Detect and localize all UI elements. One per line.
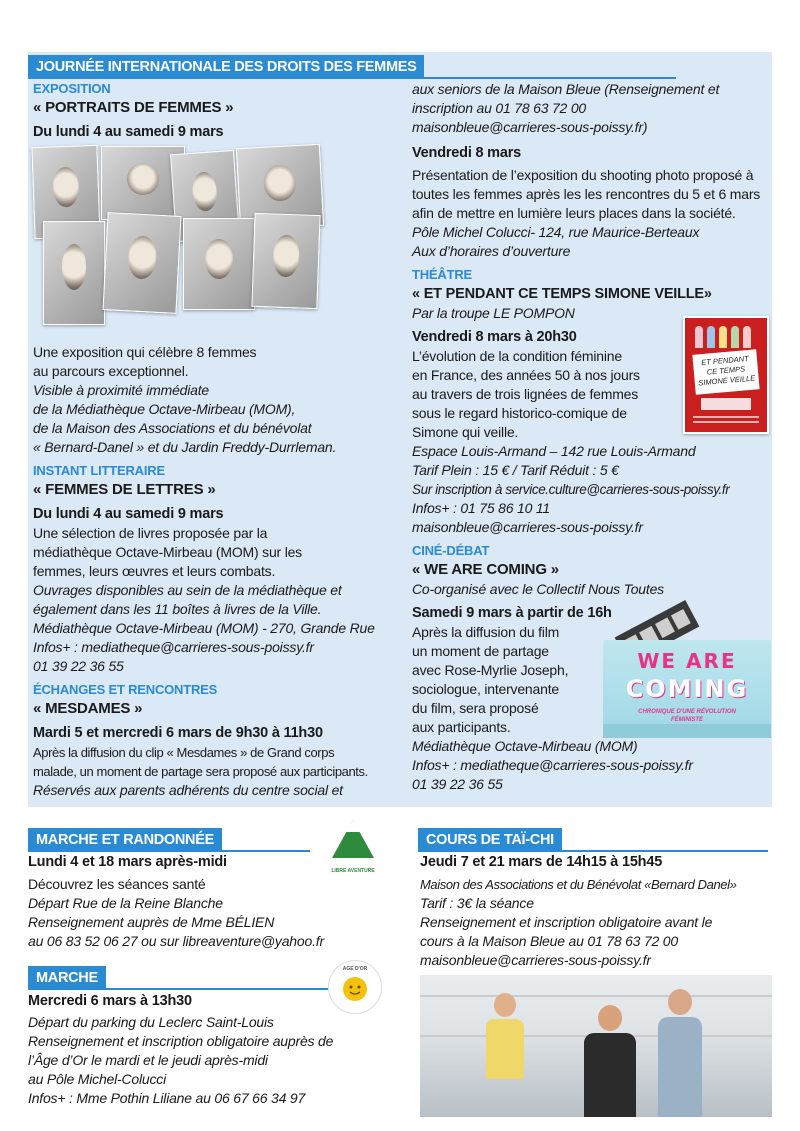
theatre-desc-line: au travers de trois lignées de femmes xyxy=(412,386,639,402)
rando-info-line: Renseignement auprès de Mme BÉLIEN xyxy=(28,914,275,930)
theatre-desc-line: sous le regard historico-comique de xyxy=(412,405,627,421)
header-underline xyxy=(28,77,676,79)
taichi-header: COURS DE TAÏ-CHI xyxy=(418,828,562,852)
cine-info-line: Médiathèque Octave-Mirbeau (MOM) xyxy=(412,738,638,754)
instant-info-line: Médiathèque Octave-Mirbeau (MOM) - 270, Grande Rue xyxy=(33,620,375,636)
poster-line xyxy=(693,416,759,418)
marche-header: MARCHE xyxy=(28,966,106,990)
poster-figures xyxy=(693,326,759,348)
category-echanges: ÉCHANGES ET RENCONTRES xyxy=(33,682,218,697)
poster-title-card xyxy=(692,349,759,394)
taichi-info-line: cours à la Maison Bleue au 01 78 63 72 00 xyxy=(420,933,678,949)
sun-icon xyxy=(341,975,369,1003)
category-theatre: THÉÂTRE xyxy=(412,267,472,282)
cine-desc-line: Après la diffusion du film xyxy=(412,624,560,640)
poster-ground xyxy=(603,724,771,738)
logo-text: AGE D'OR xyxy=(342,966,368,972)
echanges-info-line: Réservés aux parents adhérents du centre social et xyxy=(33,782,343,798)
rando-info-line: Départ Rue de la Reine Blanche xyxy=(28,895,223,911)
instant-info-line: également dans les 11 boîtes à livres de la Ville. xyxy=(33,601,322,617)
expo-info-line: de la Médiathèque Octave-Mirbeau (MOM), xyxy=(33,401,296,417)
echanges-title: « MESDAMES » xyxy=(33,700,143,717)
instant-date: Du lundi 4 au samedi 9 mars xyxy=(33,506,224,522)
expo-date: Du lundi 4 au samedi 9 mars xyxy=(33,124,224,140)
age-dor-logo xyxy=(328,960,382,1014)
portrait-photo xyxy=(251,213,320,309)
expo-info-line: « Bernard-Danel » et du Jardin Freddy-Durrleman. xyxy=(33,439,337,455)
theatre-desc-line: L’évolution de la condition féminine xyxy=(412,348,622,364)
portrait-photo xyxy=(43,221,105,325)
instant-info-line: Ouvrages disponibles au sein de la médiathèque et xyxy=(33,582,342,598)
cine-desc-line: un moment de partage xyxy=(412,643,549,659)
marche-section xyxy=(28,991,388,1108)
taichi-section xyxy=(420,852,780,970)
poster-line xyxy=(693,421,759,423)
theatre-info-line: maisonbleue@carrieres-sous-poissy.fr xyxy=(412,519,643,535)
cine-desc-line: aux participants. xyxy=(412,719,511,735)
portrait-photo xyxy=(102,212,181,314)
marche-underline xyxy=(28,988,328,990)
vendredi-desc-line: afin de mettre en lumière leurs places dans la société. xyxy=(412,205,736,221)
instant-desc-line: médiathèque Octave-Mirbeau (MOM) sur les xyxy=(33,544,302,560)
rando-desc: Découvrez les séances santé xyxy=(28,876,206,892)
marche-info-line: l’Âge d’Or le mardi et le jeudi après-midi xyxy=(28,1052,268,1068)
seniors-info-line: maisonbleue@carrieres-sous-poissy.fr) xyxy=(412,119,648,135)
rando-date: Lundi 4 et 18 mars après-midi xyxy=(28,854,227,870)
theatre-desc-line: en France, des années 50 à nos jours xyxy=(412,367,640,383)
instant-desc-line: femmes, leurs œuvres et leurs combats. xyxy=(33,563,276,579)
logo-text: LIBRE AVENTURE xyxy=(331,868,375,874)
category-cine: CINÉ-DÉBAT xyxy=(412,543,490,558)
cine-desc-line: avec Rose-Myrlie Joseph, xyxy=(412,662,569,678)
theatre-info-line: Sur inscription à service.culture@carrieres-sous-poissy.fr xyxy=(412,482,730,497)
cine-info-line: Infos+ : mediatheque@carrieres-sous-poissy.fr xyxy=(412,757,693,773)
poster-text: SIMONE VEILLE xyxy=(697,373,756,388)
left-column xyxy=(33,80,403,800)
echanges-desc-line: Après la diffusion du clip « Mesdames » de Grand corps xyxy=(33,745,335,760)
we-are-coming-poster xyxy=(603,640,771,738)
cine-desc-line: sociologue, intervenante xyxy=(412,681,559,697)
rando-header: MARCHE ET RANDONNÉE xyxy=(28,828,222,852)
vendredi-desc-line: Présentation de l’exposition du shooting photo proposé à xyxy=(412,167,754,183)
category-instant: INSTANT LITTERAIRE xyxy=(33,463,165,478)
person-figure xyxy=(484,993,526,1117)
taichi-info-line: maisonbleue@carrieres-sous-poissy.fr xyxy=(420,952,651,968)
mountain-icon xyxy=(330,818,376,862)
marche-info-line: Départ du parking du Leclerc Saint-Louis xyxy=(28,1014,274,1030)
vendredi-date: Vendredi 8 mars xyxy=(412,145,522,161)
poster-infobox xyxy=(701,398,751,410)
vendredi-info-line: Pôle Michel Colucci- 124, rue Maurice-Berteaux xyxy=(412,224,700,240)
category-exposition: EXPOSITION xyxy=(33,81,111,96)
cine-date: Samedi 9 mars à partir de 16h xyxy=(412,605,612,621)
seniors-info-line: inscription au 01 78 63 72 00 xyxy=(412,100,586,116)
echanges-desc-line: malade, un moment de partage sera proposé aux participants. xyxy=(33,764,368,779)
theatre-info-line: Infos+ : 01 75 86 10 11 xyxy=(412,500,550,516)
theatre-info-line: Tarif Plein : 15 € / Tarif Réduit : 5 € xyxy=(412,462,619,478)
expo-title: « PORTRAITS DE FEMMES » xyxy=(33,99,234,116)
person-figure xyxy=(656,989,704,1117)
main-header: JOURNÉE INTERNATIONALE DES DROITS DES FEMMES xyxy=(28,55,424,79)
poster-text: ET PENDANT xyxy=(700,353,750,368)
expo-desc-line: Une exposition qui célèbre 8 femmes xyxy=(33,344,257,360)
poster-text: CE TEMPS xyxy=(706,364,746,377)
marche-info-line: au Pôle Michel-Colucci xyxy=(28,1071,166,1087)
theatre-by: Par la troupe LE POMPON xyxy=(412,305,575,321)
marche-date: Mercredi 6 mars à 13h30 xyxy=(28,993,192,1009)
person-figure xyxy=(580,1005,640,1117)
marche-info-line: Renseignement et inscription obligatoire auprès de xyxy=(28,1033,334,1049)
instant-info-line: 01 39 22 36 55 xyxy=(33,658,124,674)
libre-aventure-logo xyxy=(330,818,376,874)
portraits-collage xyxy=(33,146,403,329)
taichi-date: Jeudi 7 et 21 mars de 14h15 à 15h45 xyxy=(420,854,663,870)
expo-info-line: de la Maison des Associations et du bénévolat xyxy=(33,420,312,436)
seniors-info-line: aux seniors de la Maison Bleue (Renseignement et xyxy=(412,81,720,97)
cine-desc-line: du film, sera proposé xyxy=(412,700,539,716)
instant-info-line: Infos+ : mediatheque@carrieres-sous-poissy.fr xyxy=(33,639,314,655)
poster-subtitle: CHRONIQUE D'UNE RÉVOLUTION FÉMINISTE xyxy=(638,709,736,723)
poster-line1: WE ARE xyxy=(637,649,737,673)
taichi-info-line: Maison des Associations et du Bénévolat «Bernard Danel» xyxy=(420,877,737,892)
theatre-desc-line: Simone qui veille. xyxy=(412,424,519,440)
portrait-photo xyxy=(183,218,255,310)
expo-info-line: Visible à proximité immédiate xyxy=(33,382,210,398)
expo-desc-line: au parcours exceptionnel. xyxy=(33,363,189,379)
cine-info-line: 01 39 22 36 55 xyxy=(412,776,503,792)
taichi-photo xyxy=(420,975,772,1117)
theatre-info-line: Espace Louis-Armand – 142 rue Louis-Armand xyxy=(412,443,696,459)
instant-desc-line: Une sélection de livres proposée par la xyxy=(33,525,268,541)
taichi-info-line: Tarif : 3€ la séance xyxy=(420,895,534,911)
instant-title: « FEMMES DE LETTRES » xyxy=(33,481,216,498)
echanges-date: Mardi 5 et mercredi 6 mars de 9h30 à 11h30 xyxy=(33,725,323,741)
marche-info-line: Infos+ : Mme Pothin Liliane au 06 67 66 34 97 xyxy=(28,1090,306,1106)
theatre-title: « ET PENDANT CE TEMPS SIMONE VEILLE» xyxy=(412,286,712,302)
theatre-poster xyxy=(683,316,769,434)
cine-title: « WE ARE COMING » xyxy=(412,561,559,578)
vendredi-info-line: Aux d’horaires d’ouverture xyxy=(412,243,571,259)
rando-info-line: au 06 83 52 06 27 ou sur libreaventure@yahoo.fr xyxy=(28,933,324,949)
vendredi-desc-line: toutes les femmes après les les rencontres du 5 et 6 mars xyxy=(412,186,761,202)
theatre-date: Vendredi 8 mars à 20h30 xyxy=(412,329,577,345)
cine-by: Co-organisé avec le Collectif Nous Toutes xyxy=(412,581,664,597)
taichi-info-line: Renseignement et inscription obligatoire avant le xyxy=(420,914,713,930)
poster-line2: COMING xyxy=(625,675,749,703)
